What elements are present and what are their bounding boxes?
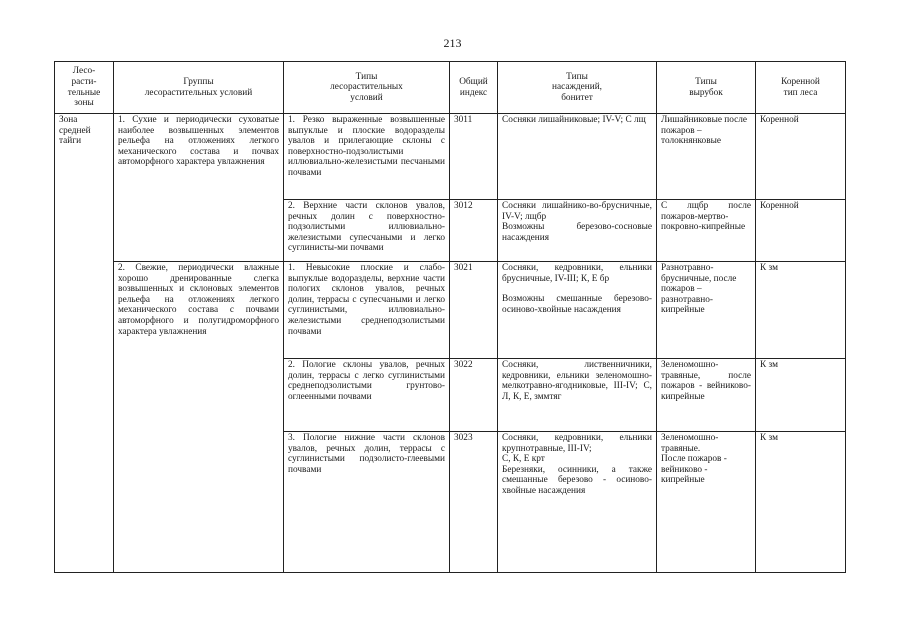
type-cell: 1. Резко выраженные возвышенные выпуклые и плоские водоразделы увалов и прилегающие склоны с поверхностно-подзолистыми иллювиально-железистыми песчаными почвами <box>284 114 450 200</box>
header-cuttings: Типы вырубок <box>657 62 756 114</box>
header-types: Типы лесорастительных условий <box>284 62 450 114</box>
stands-cell <box>498 262 657 359</box>
cuttings-cell <box>657 432 756 573</box>
stands-cell: Сосняки, лиственничники, кедровники, ельники зеленомошно-мелкотравно-ягодниковые, III-IV; С, Л, К, Е, зммтяг <box>498 359 657 432</box>
stands-cell: Сосняки лишайниковые; IV-V; С лщ <box>498 114 657 200</box>
stands-text: Возможны смешанные березово-осиново-хвойные насаждения <box>502 294 652 315</box>
cuttings-cell: Зеленомошно-травяные, после пожаров - вейниково-кипрейные <box>657 359 756 432</box>
index-cell: 3022 <box>450 359 498 432</box>
header-zone: Лесо- расти- тельные зоны <box>55 62 114 114</box>
stands-cell <box>498 200 657 262</box>
cuttings-cell: Лишайниковые после пожаров – толокнянковые <box>657 114 756 200</box>
header-row <box>55 62 846 114</box>
stands-cell <box>498 432 657 573</box>
stands-text: Сосняки, кедровники, ельники крупнотравные, III-IV; <box>502 433 652 454</box>
root-type-cell: Коренной <box>756 114 846 200</box>
stands-text: С, К, Е крт <box>502 454 545 465</box>
zone-cell: Зона средней тайги <box>55 114 114 573</box>
type-cell: 2. Верхние части склонов увалов, речных долин с поверхностно-подзолистыми иллювиально-железистыми супесчаными и легко суглинисты-ми почвами <box>284 200 450 262</box>
cuttings-cell: Разнотравно-брусничные, после пожаров – разнотравно-кипрейные <box>657 262 756 359</box>
root-type-cell: Коренной <box>756 200 846 262</box>
table-row <box>55 114 846 200</box>
page-number: 213 <box>443 36 462 50</box>
header-root-type: Коренной тип леса <box>756 62 846 114</box>
forest-types-table <box>54 61 846 573</box>
root-type-cell: К зм <box>756 262 846 359</box>
stands-text: Березняки, осинники, а также смешанные березово - осиново-хвойные насаждения <box>502 464 652 496</box>
type-cell: 1. Невысокие плоские и слабо-выпуклые водоразделы, верхние части пологих склонов увалов, речных долин, террасы с супесчаными и легко суглинистыми, иллювиально-железистыми среднеподзолистыми почвами <box>284 262 450 359</box>
cuttings-text: После пожаров - вейниково - кипрейные <box>661 454 727 486</box>
group-cell-1: 1. Сухие и периодически суховатые наиболее возвышенных элементов рельефа на отложениях легкого механического состава и почвах автоморфного характера увлажнения <box>114 114 284 262</box>
header-groups: Группы лесорастительных условий <box>114 62 284 114</box>
index-cell: 3012 <box>450 200 498 262</box>
header-index: Общий индекс <box>450 62 498 114</box>
type-cell: 3. Пологие нижние части склонов увалов, речных долин, террасы с суглинистыми подзолисто-глеевыми почвами <box>284 432 450 573</box>
group-cell-2: 2. Свежие, периодически влажные хорошо дренированные слегка возвышенных и склоновых элементов рельефа на отложениях легкого механического состава с почвами автоморфного и полугидроморфного характера увлажнения <box>114 262 284 573</box>
stands-text: Сосняки лишайнико-во-брусничные, IV-V; лщбр <box>502 201 652 222</box>
cuttings-text: Зеленомошно-травяные. <box>661 433 719 454</box>
index-cell: 3011 <box>450 114 498 200</box>
root-type-cell: К зм <box>756 432 846 573</box>
cuttings-cell: С лщбр после пожаров-мертво-покровно-кипрейные <box>657 200 756 262</box>
spacer <box>502 284 652 294</box>
index-cell: 3023 <box>450 432 498 573</box>
stands-text: Сосняки, кедровники, ельники брусничные, IV-III; К, Е бр <box>502 263 652 284</box>
header-stands: Типы насаждений, бонитет <box>498 62 657 114</box>
stands-text: Возможны березово-сосновые насаждения <box>502 222 652 243</box>
root-type-cell: К зм <box>756 359 846 432</box>
index-cell: 3021 <box>450 262 498 359</box>
table-row <box>55 262 846 359</box>
type-cell: 2. Пологие склоны увалов, речных долин, террасы с легко суглинистыми среднеподзолистыми грунтово-оглеенными почвами <box>284 359 450 432</box>
